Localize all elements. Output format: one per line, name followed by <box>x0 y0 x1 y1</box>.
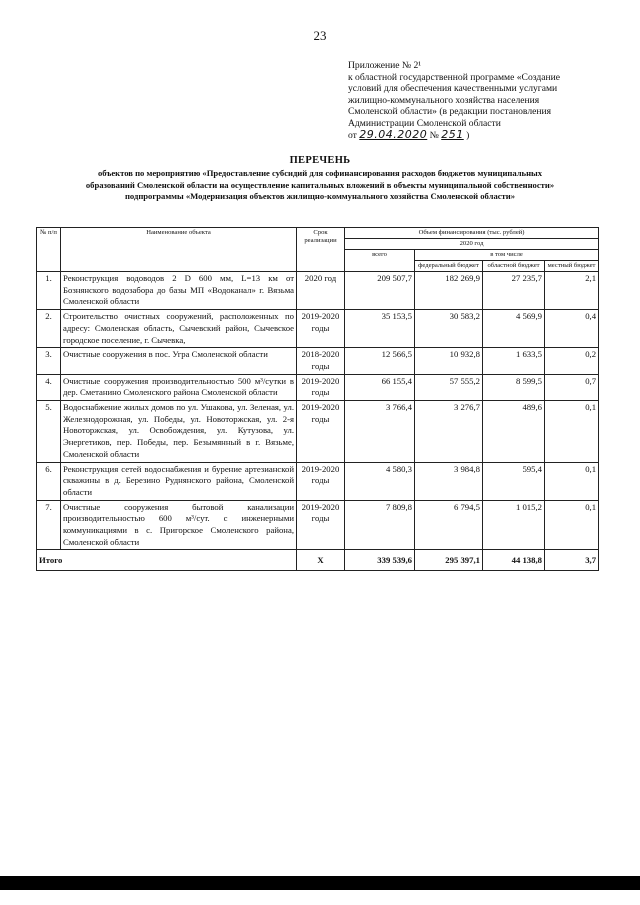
row-term: 2019-2020 годы <box>297 310 345 348</box>
row-regional: 8 599,5 <box>483 374 545 400</box>
appendix-line: жилищно-коммунального хозяйства населения <box>348 94 540 106</box>
row-total: 209 507,7 <box>345 272 415 310</box>
table-row <box>37 310 599 348</box>
page-number: 23 <box>313 28 327 43</box>
total-term: X <box>297 550 345 571</box>
table-row <box>37 401 599 463</box>
total-local: 3,7 <box>545 550 599 571</box>
row-name: Очистные сооружения бытовой канализации производительностью 600 м³/сут. с инженерными коммуникациями в с. Пригорское Смоленского района, Смоленской области <box>61 500 297 550</box>
header-name: Наименование объекта <box>61 228 297 272</box>
appendix-line: к областной государственной программе «Создание <box>348 71 561 83</box>
row-regional: 4 569,9 <box>483 310 545 348</box>
appendix-line: Приложение № 2¹ <box>348 60 422 71</box>
total-federal: 295 397,1 <box>415 550 483 571</box>
row-name: Строительство очистных сооружений, расположенных по адресу: Смоленская область, Сычевский район, Сычевское городское поселение, г. Сычевка, <box>61 310 297 348</box>
row-local: 0,4 <box>545 310 599 348</box>
objects-table <box>36 227 599 571</box>
row-term: 2019-2020 годы <box>297 462 345 500</box>
row-local: 0,1 <box>545 500 599 550</box>
row-name: Реконструкция водоводов 2 D 600 мм, L=13 км от Бознянского водозабора до базы МП «Водоканал» г. Вязьма Смоленской области <box>61 272 297 310</box>
row-num: 7. <box>37 500 61 550</box>
table-row <box>37 462 599 500</box>
resolution-number: 251 <box>441 128 464 141</box>
row-local: 2,1 <box>545 272 599 310</box>
row-num: 3. <box>37 348 61 374</box>
row-total: 7 809,8 <box>345 500 415 550</box>
header-year: 2020 год <box>345 239 599 250</box>
row-term: 2019-2020 годы <box>297 374 345 400</box>
row-total: 3 766,4 <box>345 401 415 463</box>
header-funding: Объем финансирования (тыс. рублей) <box>345 228 599 239</box>
resolution-date-line <box>348 129 610 142</box>
total-label: Итого <box>37 550 297 571</box>
row-name: Реконструкция сетей водоснабжения и бурение артезианской скважины в д. Березино Руднянского района, Смоленской области <box>61 462 297 500</box>
row-term: 2019-2020 годы <box>297 500 345 550</box>
appendix-line: Смоленской области» (в редакции постановления <box>348 106 552 117</box>
row-regional: 1 633,5 <box>483 348 545 374</box>
row-regional: 595,4 <box>483 462 545 500</box>
header-num: № п/п <box>37 228 61 272</box>
row-num: 6. <box>37 462 61 500</box>
row-federal: 57 555,2 <box>415 374 483 400</box>
resolution-date: 29.04.2020 <box>359 128 428 141</box>
row-local: 0,2 <box>545 348 599 374</box>
table-row <box>37 348 599 374</box>
row-federal: 10 932,8 <box>415 348 483 374</box>
row-num: 2. <box>37 310 61 348</box>
document-subtitle-line: образований Смоленской области на осуществление капитальных вложений в объекты муниципальной собственности» <box>85 179 555 190</box>
row-total: 4 580,3 <box>345 462 415 500</box>
row-term: 2020 год <box>297 272 345 310</box>
row-federal: 3 984,8 <box>415 462 483 500</box>
row-regional: 27 235,7 <box>483 272 545 310</box>
row-federal: 30 583,2 <box>415 310 483 348</box>
row-name: Очистные сооружения в пос. Угра Смоленской области <box>61 348 297 374</box>
document-heading <box>30 155 610 203</box>
row-num: 5. <box>37 401 61 463</box>
closing-paren: ) <box>466 130 470 141</box>
row-local: 0,1 <box>545 401 599 463</box>
header-local: местный бюджет <box>545 261 599 272</box>
number-label: № <box>429 130 439 141</box>
table-header <box>37 228 599 272</box>
appendix-line: условий для обеспечения качественными услугами <box>348 83 558 94</box>
header-total: всего <box>345 250 415 272</box>
row-term: 2018-2020 годы <box>297 348 345 374</box>
row-num: 1. <box>37 272 61 310</box>
appendix-note <box>348 60 610 142</box>
row-regional: 489,6 <box>483 401 545 463</box>
row-total: 66 155,4 <box>345 374 415 400</box>
header-regional: областной бюджет <box>483 261 545 272</box>
row-total: 12 566,5 <box>345 348 415 374</box>
row-federal: 3 276,7 <box>415 401 483 463</box>
row-name: Очистные сооружения производительностью 500 м³/сутки в дер. Сметанино Смоленского района Смоленской области <box>61 374 297 400</box>
document-title: ПЕРЕЧЕНЬ <box>289 155 351 166</box>
row-local: 0,7 <box>545 374 599 400</box>
table-row <box>37 374 599 400</box>
row-total: 35 153,5 <box>345 310 415 348</box>
row-regional: 1 015,2 <box>483 500 545 550</box>
table-row <box>37 272 599 310</box>
row-name: Водоснабжение жилых домов по ул. Ушакова, ул. Зеленая, ул. Железнодорожная, ул. Победы, ул. Новоторжская, ул. 2-я Новоторжская, ул. Освобождения, ул. Кутузова, ул. Энергетиков, пер. Победы, пер. Безымянный в г. Вязьме, Смоленской области <box>61 401 297 463</box>
header-term: Срок реализации <box>297 228 345 272</box>
row-num: 4. <box>37 374 61 400</box>
scan-edge-bar <box>0 876 640 890</box>
row-federal: 182 269,9 <box>415 272 483 310</box>
document-subtitle-line: объектов по мероприятию «Предоставление субсидий для софинансирования расходов бюджетов муниципальных <box>97 168 543 178</box>
header-including: в том числе <box>415 250 599 261</box>
table-row <box>37 500 599 550</box>
total-sum: 339 539,6 <box>345 550 415 571</box>
total-regional: 44 138,8 <box>483 550 545 571</box>
total-row <box>37 550 599 571</box>
header-federal: федеральный бюджет <box>415 261 483 272</box>
appendix-line: Администрации Смоленской области <box>348 117 501 129</box>
row-local: 0,1 <box>545 462 599 500</box>
from-label: от <box>348 130 357 141</box>
document-subtitle-line: подпрограммы «Модернизация объектов жилищно-коммунального хозяйства Смоленской области» <box>124 191 516 201</box>
row-federal: 6 794,5 <box>415 500 483 550</box>
row-term: 2019-2020 годы <box>297 401 345 463</box>
